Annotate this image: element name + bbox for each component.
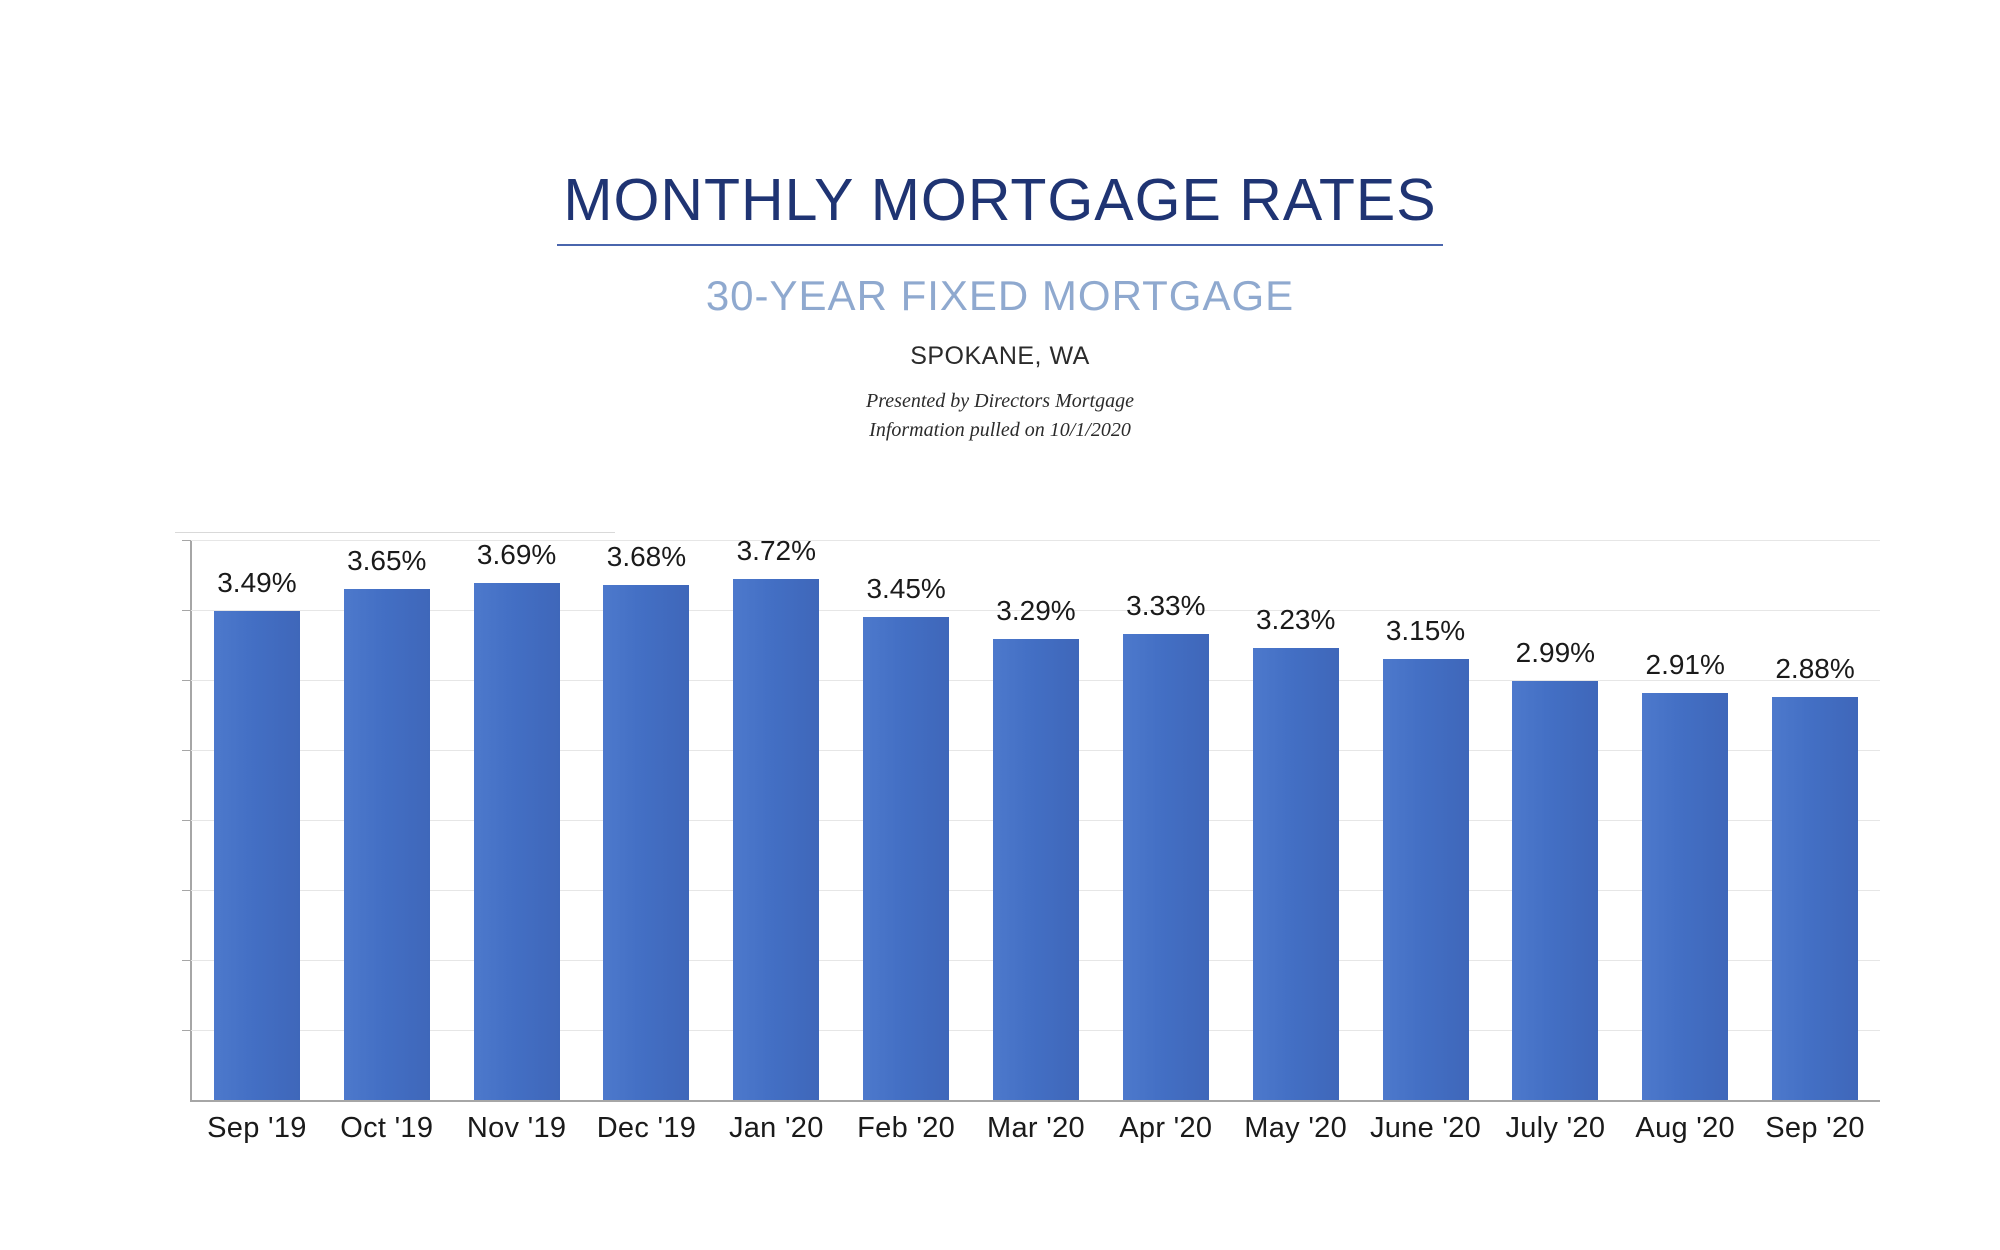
bar[interactable] (1772, 697, 1858, 1100)
x-axis-label: Oct '19 (340, 1112, 434, 1144)
bar-value-label: 2.91% (1645, 648, 1725, 680)
bar[interactable] (1642, 693, 1728, 1100)
y-axis-tick (182, 960, 191, 961)
y-axis-tick (182, 680, 191, 681)
y-axis-tick (182, 890, 191, 891)
x-axis-label: Sep '20 (1765, 1112, 1865, 1144)
bar-value-label: 3.65% (347, 545, 427, 576)
y-axis-tick (182, 610, 191, 611)
x-axis-label: May '20 (1244, 1112, 1348, 1144)
x-axis-label: Jan '20 (728, 1112, 824, 1144)
bar[interactable] (993, 639, 1079, 1100)
y-axis-tick (182, 750, 191, 751)
bar-value-label: 3.33% (1126, 589, 1206, 621)
bar-slot[interactable] (452, 540, 582, 1100)
bar-value-label: 3.45% (866, 573, 946, 604)
bar-value-label: 3.49% (217, 567, 297, 599)
bar-slot[interactable] (711, 535, 841, 1100)
bar[interactable] (1123, 634, 1209, 1100)
bar[interactable] (1253, 648, 1339, 1100)
bar-value-label: 3.68% (606, 540, 687, 572)
bar[interactable] (344, 589, 430, 1100)
x-axis-label: July '20 (1505, 1112, 1606, 1144)
bar-slot[interactable] (582, 540, 712, 1100)
x-axis-label: Nov '19 (466, 1112, 567, 1144)
x-axis-label: Aug '20 (1635, 1112, 1735, 1144)
information-pulled-date: Information pulled on 10/1/2020 (869, 418, 1131, 441)
bar[interactable] (1383, 659, 1469, 1100)
x-axis-label: Feb '20 (857, 1112, 956, 1144)
x-axis-label: June '20 (1369, 1112, 1482, 1144)
chart-header (0, 167, 2000, 445)
x-axis-label: Sep '19 (207, 1112, 307, 1144)
bar[interactable] (1512, 681, 1598, 1100)
bar-value-label: 3.29% (996, 595, 1076, 627)
chart-top-rule (175, 532, 615, 533)
bar-slot[interactable] (1490, 540, 1620, 1100)
bar-slot[interactable] (1620, 540, 1750, 1100)
bar-slot[interactable] (1231, 540, 1361, 1100)
bar-value-label: 3.23% (1255, 603, 1336, 635)
bar-slot[interactable] (322, 540, 452, 1100)
bar[interactable] (474, 583, 560, 1100)
y-axis-tick (182, 820, 191, 821)
bar-value-label: 3.15% (1385, 615, 1466, 646)
bar-slot[interactable] (971, 540, 1101, 1100)
bar-slot[interactable] (841, 540, 971, 1100)
bar[interactable] (733, 579, 819, 1100)
bar-slot[interactable] (192, 540, 322, 1100)
page-title: MONTHLY MORTGAGE RATES (557, 170, 1442, 246)
bar-slot[interactable] (1750, 540, 1880, 1100)
bar[interactable] (603, 585, 689, 1100)
bar-chart (175, 535, 1880, 1144)
bar-value-label: 2.99% (1515, 637, 1596, 669)
bar[interactable] (863, 617, 949, 1100)
bar-value-label: 2.88% (1775, 652, 1855, 684)
presented-by-line1: Presented by Directors Mortgage (866, 389, 1134, 412)
x-axis-labels (192, 1112, 1880, 1145)
page-subtitle: 30-YEAR FIXED MORTGAGE (705, 271, 1295, 319)
bar-slot[interactable] (1101, 540, 1231, 1100)
x-axis-label: Dec '19 (596, 1112, 697, 1144)
location-label: SPOKANE, WA (910, 341, 1090, 370)
presented-by (0, 387, 2000, 445)
bar-value-label: 3.69% (476, 539, 557, 571)
y-axis-tick (182, 540, 191, 541)
x-axis-line (190, 1100, 1880, 1102)
x-axis-label: Mar '20 (987, 1112, 1085, 1144)
plot-area (192, 535, 1880, 1100)
y-axis-tick (182, 1030, 191, 1031)
x-axis-label: Apr '20 (1119, 1112, 1213, 1144)
bar-slot[interactable] (1361, 540, 1491, 1100)
bar-value-label: 3.72% (736, 535, 816, 567)
bar[interactable] (214, 611, 300, 1100)
